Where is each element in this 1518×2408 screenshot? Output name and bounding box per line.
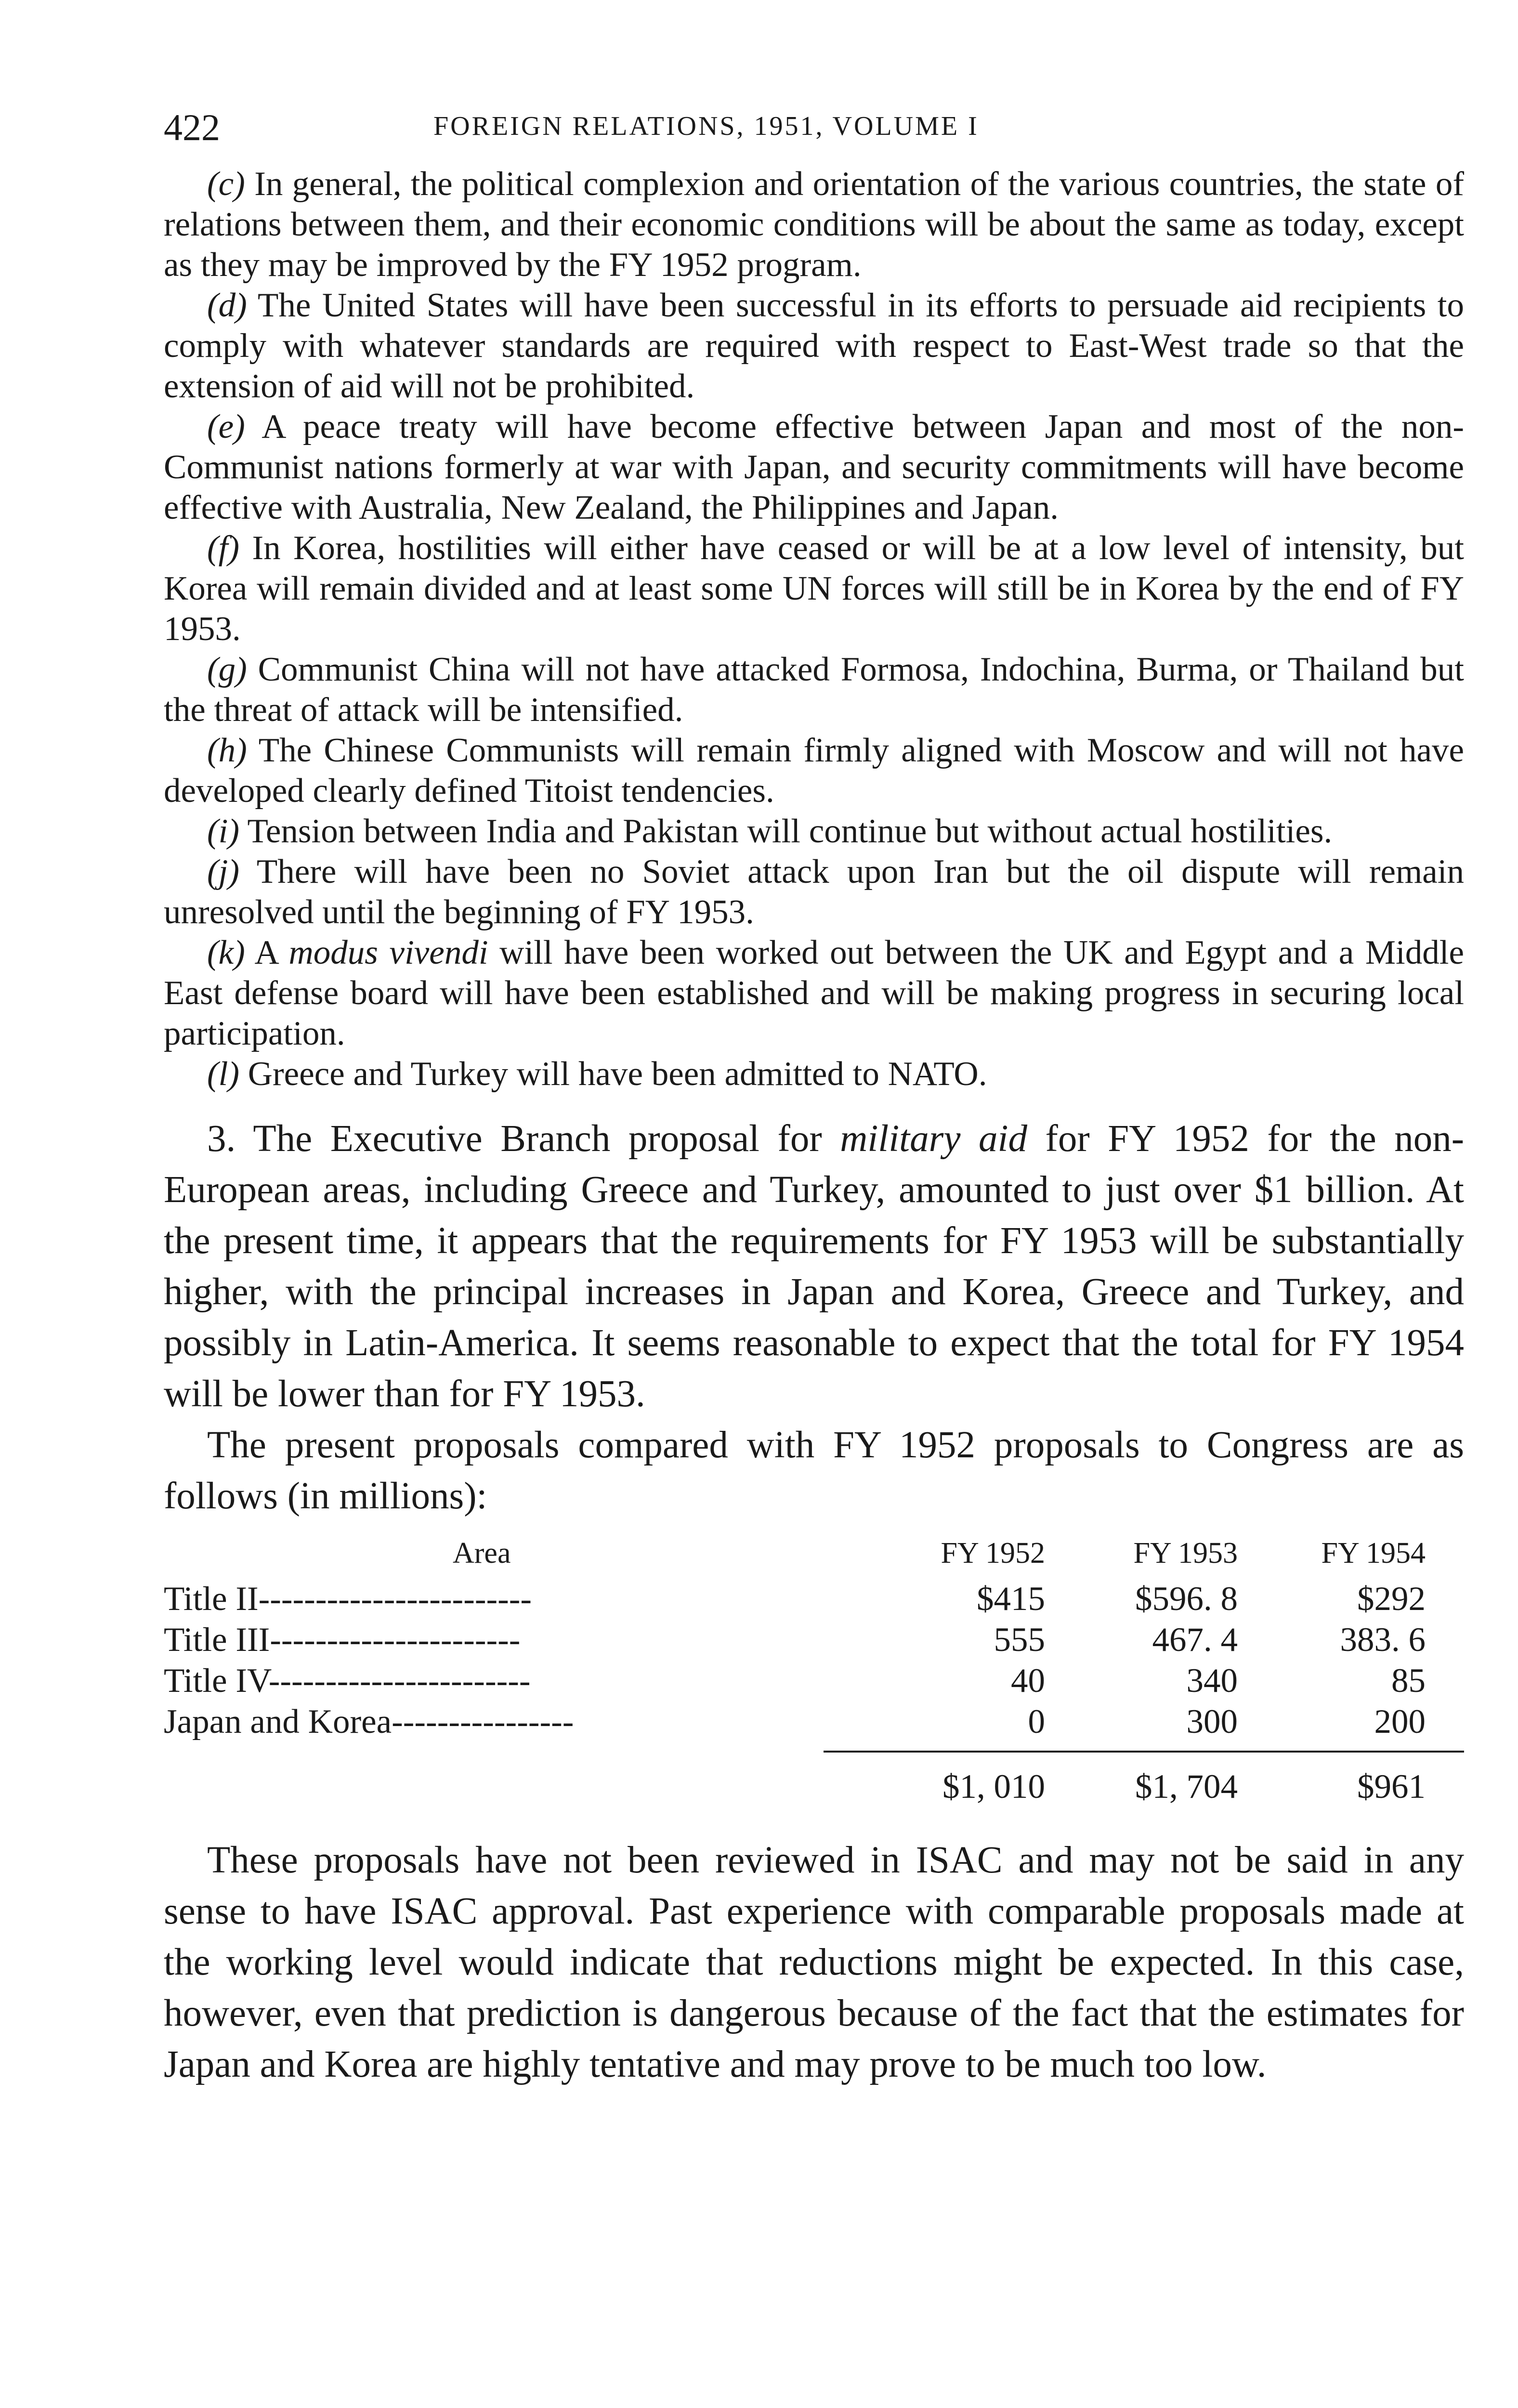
table-row (164, 1702, 1464, 1743)
total-fy1952: $1, 010 (942, 1768, 1045, 1806)
body-text (164, 1113, 1464, 1522)
cell-fy1952: 0 (1028, 1703, 1045, 1741)
table-header-fy1952: FY 1952 (941, 1537, 1045, 1570)
header-title: FOREIGN RELATIONS, 1951, VOLUME I (433, 111, 979, 141)
conditions-list (164, 164, 1464, 1094)
row-area: Title III---------------------- (164, 1621, 521, 1659)
closing-text (164, 1835, 1464, 2090)
cell-fy1953: $596. 8 (1135, 1580, 1238, 1618)
row-area: Title II------------------------ (164, 1580, 532, 1618)
condition-item: (d) The United States will have been successful in its efforts to persuade aid recipients to comply with whatever standards are required with respect to East-West trade so that the extension of aid will not be prohibited. (164, 287, 1464, 405)
total-rule (824, 1751, 1464, 1753)
condition-item: (e) A peace treaty will have become effective between Japan and most of the non-Communist nations formerly at war with Japan, and security commitments will have become effective with Australia, New Zealand, the Philippines and Japan. (164, 408, 1464, 526)
cell-fy1952: $415 (977, 1580, 1045, 1618)
total-fy1953: $1, 704 (1135, 1768, 1238, 1806)
paragraph-table-intro: The present proposals compared with FY 1952 proposals to Congress are as follows (in millions): (164, 1424, 1464, 1517)
cell-fy1952: 40 (1011, 1662, 1045, 1700)
paragraph-military-aid: 3. The Executive Branch proposal for military aid for FY 1952 for the non-European areas, including Greece and Turkey, amounted to just over $1 billion. At the present time, it appears that the requirements for FY 1953 will be substantially higher, with the principal increases in Japan and Korea, Greece and Turkey, and possibly in Latin-America. It seems reasonable to expect that the total for FY 1954 will be lower than for FY 1953. (164, 1118, 1465, 1415)
row-area: Title IV----------------------- (164, 1662, 531, 1700)
table-row (164, 1662, 1464, 1702)
proposals-table (164, 1536, 1464, 1816)
cell-fy1952: 555 (994, 1621, 1045, 1659)
page-number: 422 (164, 106, 220, 148)
row-area: Japan and Korea---------------- (164, 1703, 574, 1741)
table-row (164, 1580, 1464, 1621)
table-header-fy1954: FY 1954 (1321, 1537, 1426, 1570)
running-head (164, 96, 1464, 164)
table-total-row (164, 1767, 1464, 1808)
cell-fy1953: 300 (1186, 1703, 1238, 1741)
condition-item: (c) In general, the political complexion and orientation of the various countries, the state of relations between them, and their economic conditions will be about the same as today, except as they may be improved by the FY 1952 program. (164, 165, 1464, 284)
paragraph-isac: These proposals have not been reviewed in ISAC and may not be said in any sense to have ISAC approval. Past experience with comparable proposals made at the working level would indicate that reductions might be expected. In this case, however, even that prediction is dangerous because of the fact that the estimates for Japan and Korea are highly tentative and may prove to be much too low. (164, 1839, 1464, 2085)
condition-item: (l) Greece and Turkey will have been admitted to NATO. (207, 1055, 987, 1093)
table-header-fy1953: FY 1953 (1133, 1537, 1238, 1570)
cell-fy1953: 340 (1186, 1662, 1238, 1700)
total-fy1954: $961 (1357, 1768, 1426, 1806)
condition-item: (h) The Chinese Communists will remain firmly aligned with Moscow and will not have developed clearly defined Titoist tendencies. (164, 732, 1464, 810)
cell-fy1954: 200 (1374, 1703, 1426, 1741)
cell-fy1954: 383. 6 (1340, 1621, 1426, 1659)
cell-fy1953: 467. 4 (1152, 1621, 1238, 1659)
condition-item: (k) A modus vivendi will have been worked out between the UK and Egypt and a Middle East defense board will have been established and will be making progress in securing local participation. (164, 934, 1464, 1052)
condition-item: (g) Communist China will not have attacked Formosa, Indochina, Burma, or Thailand but the threat of attack will be intensified. (164, 651, 1464, 729)
condition-item: (f) In Korea, hostilities will either have ceased or will be at a low level of intensity, but Korea will remain divided and at least some UN forces will still be in Korea by the end of FY 1953. (164, 529, 1464, 648)
document-page (164, 96, 1464, 2090)
condition-item: (j) There will have been no Soviet attack upon Iran but the oil dispute will remain unresolved until the beginning of FY 1953. (164, 853, 1464, 931)
cell-fy1954: $292 (1357, 1580, 1426, 1618)
cell-fy1954: 85 (1391, 1662, 1426, 1700)
condition-item: (i) Tension between India and Pakistan will continue but without actual hostilities. (207, 812, 1333, 850)
table-row (164, 1621, 1464, 1662)
table-header-area: Area (453, 1537, 511, 1570)
